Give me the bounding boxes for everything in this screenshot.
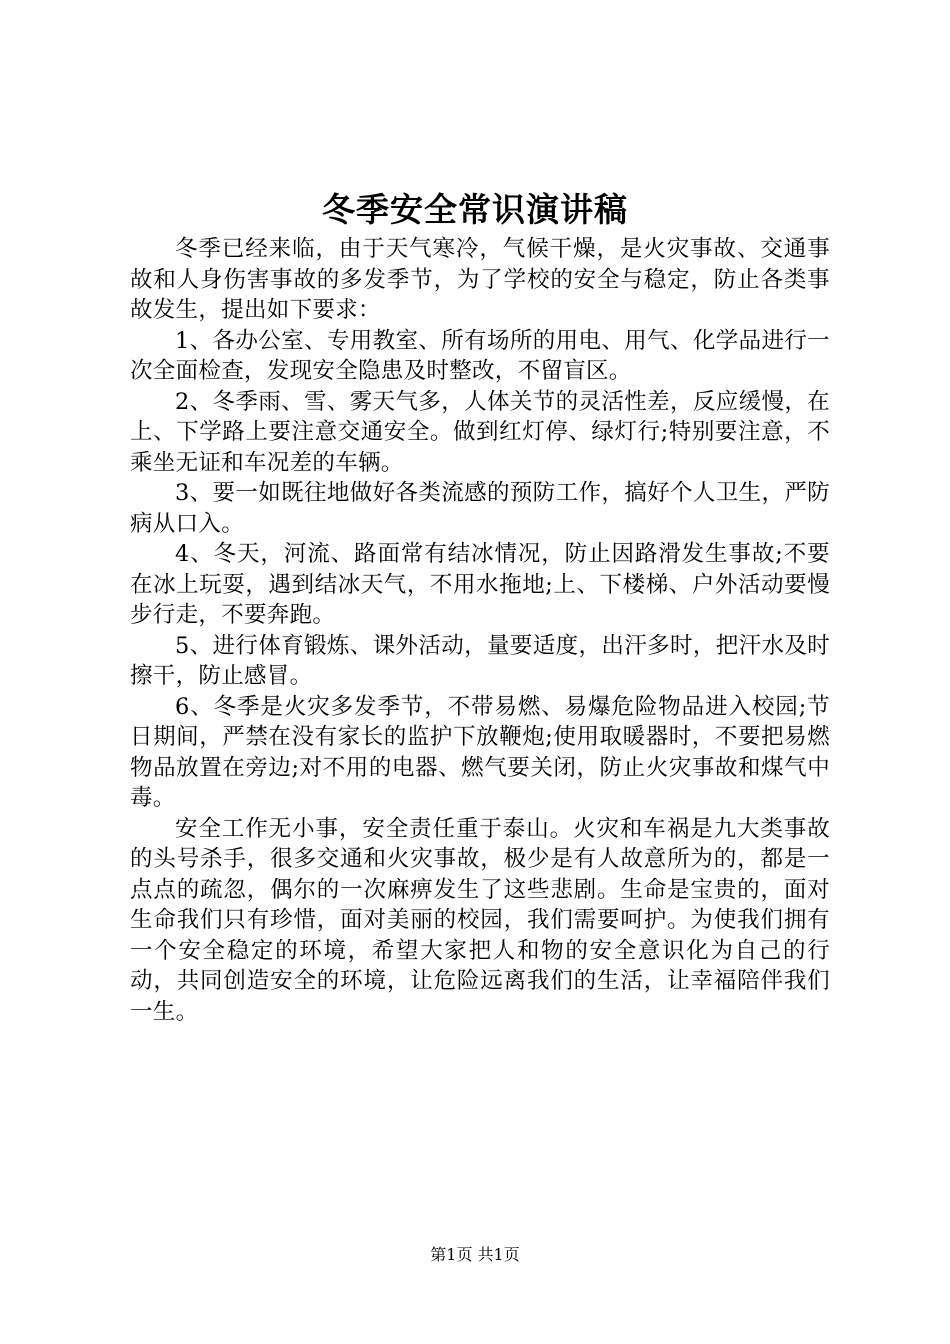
paragraph-item-2: 2、冬季雨、雪、雾天气多，人体关节的灵活性差，反应缓慢，在上、下学路上要注意交通安全。做到红灯停、绿灯行;特别要注意，不乘坐无证和车况差的车辆。 — [130, 388, 830, 476]
paragraph-item-3: 3、要一如既往地做好各类流感的预防工作，搞好个人卫生，严防病从口入。 — [130, 480, 830, 537]
paragraph-item-4: 4、冬天，河流、路面常有结冰情况，防止因路滑发生事故;不要在冰上玩耍，遇到结冰天气，不用水拖地;上、下楼梯、户外活动要慢步行走，不要奔跑。 — [130, 541, 830, 628]
paragraph-item-5: 5、进行体育锻炼、课外活动，量要适度，出汗多时，把汗水及时擦干，防止感冒。 — [130, 632, 830, 689]
paragraph-item-1: 1、各办公室、专用教室、所有场所的用电、用气、化学品进行一次全面检查，发现安全隐患及时整改，不留盲区。 — [130, 327, 830, 384]
paragraph-conclusion: 安全工作无小事，安全责任重于泰山。火灾和车祸是九大类事故的头号杀手，很多交通和火灾事故，极少是有人故意所为的，都是一点点的疏忽，偶尔的一次麻痹发生了这些悲剧。生命是宝贵的，面对生命我们只有珍惜，面对美丽的校园，我们需要呵护。为使我们拥有一个安全稳定的环境，希望大家把人和物的安全意识化为自己的行动，共同创造安全的环境，让危险远离我们的生活，让幸福陪伴我们一生。 — [130, 815, 830, 1025]
paragraph-item-6: 6、冬季是火灾多发季节，不带易燃、易爆危险物品进入校园;节日期间，严禁在没有家长的监护下放鞭炮;使用取暖器时，不要把易燃物品放置在旁边;对不用的电器、燃气要关闭，防止火灾事故和煤气中毒。 — [130, 693, 830, 811]
document-title: 冬季安全常识演讲稿 — [322, 190, 628, 229]
paragraph-intro: 冬季已经来临，由于天气寒冷，气候干燥，是火灾事故、交通事故和人身伤害事故的多发季节，为了学校的安全与稳定，防止各类事故发生，提出如下要求： — [130, 236, 830, 323]
document-body — [130, 234, 830, 1027]
page-footer: 第1页 共1页 — [430, 1245, 520, 1264]
